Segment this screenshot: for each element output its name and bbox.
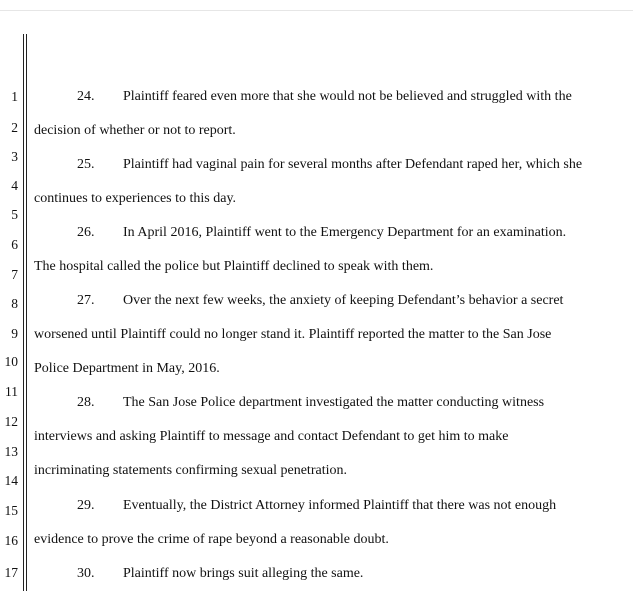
text-line — [34, 462, 627, 480]
text-line — [34, 190, 627, 208]
paragraph-number: 25. — [77, 157, 95, 172]
paragraph-text: decision of whether or not to report. — [34, 123, 236, 138]
text-line — [34, 258, 627, 276]
text-line — [34, 531, 627, 549]
line-number: 14 — [4, 473, 18, 488]
line-number: 16 — [4, 533, 18, 548]
paragraph-text: worsened until Plaintiff could no longer stand it. Plaintiff reported the matter to the San Jose — [34, 327, 552, 342]
line-number: 13 — [4, 444, 18, 459]
paragraph-text: continues to experiences to this day. — [34, 191, 237, 206]
line-number: 7 — [11, 267, 18, 282]
paragraph-text: Over the next few weeks, the anxiety of keeping Defendant’s behavior a secret — [123, 293, 564, 308]
text-line — [34, 428, 627, 446]
text-line — [34, 360, 627, 378]
line-number: 2 — [11, 120, 18, 135]
paragraph-text: Plaintiff now brings suit alleging the same. — [123, 566, 364, 581]
paragraph-text: Plaintiff feared even more that she would not be believed and struggled with the — [123, 89, 572, 104]
paragraph-text: Eventually, the District Attorney informed Plaintiff that there was not enough — [123, 498, 557, 513]
text-line — [77, 88, 627, 106]
line-number: 1 — [11, 89, 18, 104]
text-line — [34, 326, 627, 344]
paragraph-number: 24. — [77, 89, 95, 104]
text-line — [77, 497, 627, 515]
paragraph-number: 27. — [77, 293, 95, 308]
paragraph-text: interviews and asking Plaintiff to message and contact Defendant to get him to make — [34, 429, 509, 444]
line-number: 10 — [4, 354, 18, 369]
line-number: 17 — [4, 565, 18, 580]
text-line — [34, 122, 627, 140]
line-number: 3 — [11, 149, 18, 164]
text-line — [77, 394, 627, 412]
text-line — [77, 224, 627, 242]
line-number: 12 — [4, 414, 18, 429]
paragraph-text: Plaintiff had vaginal pain for several months after Defendant raped her, which she — [123, 157, 583, 172]
line-number: 6 — [11, 237, 18, 252]
paragraph-text: evidence to prove the crime of rape beyond a reasonable doubt. — [34, 532, 389, 547]
line-number: 11 — [5, 384, 18, 399]
paragraph-text: In April 2016, Plaintiff went to the Emergency Department for an examination. — [123, 225, 567, 240]
line-number: 5 — [11, 207, 18, 222]
paragraph-number: 29. — [77, 498, 95, 513]
paragraph-number: 28. — [77, 395, 95, 410]
line-number: 4 — [11, 178, 18, 193]
paragraph-text: The hospital called the police but Plaintiff declined to speak with them. — [34, 259, 434, 274]
text-line — [77, 565, 627, 583]
line-number: 15 — [4, 503, 18, 518]
paragraph-number: 30. — [77, 566, 95, 581]
paragraph-text: incriminating statements confirming sexual penetration. — [34, 463, 347, 478]
paragraph-text: Police Department in May, 2016. — [34, 361, 220, 376]
paragraph-number: 26. — [77, 225, 95, 240]
line-number: 9 — [11, 326, 18, 341]
paragraph-text: The San Jose Police department investigated the matter conducting witness — [123, 395, 545, 410]
line-number: 8 — [11, 296, 18, 311]
text-line — [77, 292, 627, 310]
text-line — [77, 156, 627, 174]
